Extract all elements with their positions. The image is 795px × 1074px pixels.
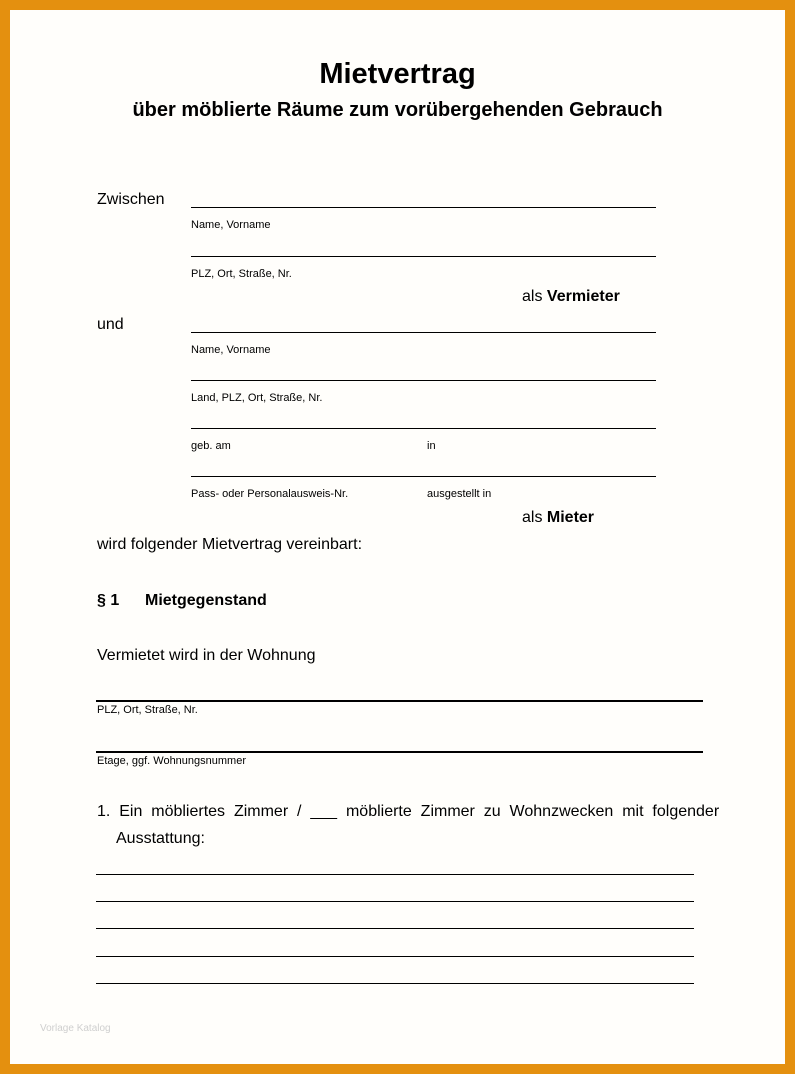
- document-subtitle: über möblierte Räume zum vorübergehenden Gebrauch: [132, 99, 663, 121]
- equipment-line[interactable]: [96, 983, 694, 984]
- landlord-address-caption: PLZ, Ort, Straße, Nr.: [191, 268, 292, 280]
- landlord-name-caption: Name, Vorname: [191, 219, 271, 231]
- landlord-role-label: [522, 288, 620, 306]
- agreement-text: wird folgender Mietvertrag vereinbart:: [97, 536, 363, 553]
- id-caption: Pass- oder Personalausweis-Nr.: [191, 488, 349, 500]
- section-intro: Vermietet wird in der Wohnung: [97, 647, 316, 664]
- section-number: § 1: [97, 592, 120, 609]
- watermark: Vorlage Katalog: [40, 1023, 111, 1034]
- item1-text: 1. Ein möbliertes Zimmer / ___ möblierte Zimmer zu Wohnzwecken mit folgender: [97, 803, 720, 820]
- as-label: als: [522, 288, 543, 305]
- document-page: [10, 10, 785, 1064]
- birth-caption: geb. am: [191, 440, 231, 452]
- tenant-role: Mieter: [546, 509, 595, 526]
- apartment-address-line[interactable]: [96, 700, 703, 702]
- item1-continuation: Ausstattung:: [116, 830, 205, 847]
- document-title: Mietvertrag: [319, 58, 476, 90]
- equipment-line[interactable]: [96, 901, 694, 902]
- tenant-name-line[interactable]: [191, 332, 656, 333]
- and-label: und: [97, 316, 124, 333]
- as-label: als: [522, 509, 543, 526]
- issued-caption: ausgestellt in: [427, 488, 492, 500]
- landlord-role: Vermieter: [546, 288, 620, 305]
- equipment-line[interactable]: [96, 956, 694, 957]
- floor-line[interactable]: [96, 751, 703, 753]
- birth-place-caption: in: [427, 440, 436, 452]
- apartment-address-caption: PLZ, Ort, Straße, Nr.: [97, 704, 198, 716]
- tenant-address-caption: Land, PLZ, Ort, Straße, Nr.: [191, 392, 323, 404]
- landlord-address-line[interactable]: [191, 256, 656, 257]
- tenant-role-label: [522, 509, 594, 527]
- tenant-address-line[interactable]: [191, 380, 656, 381]
- id-line[interactable]: [191, 476, 656, 477]
- equipment-line[interactable]: [96, 928, 694, 929]
- birth-line[interactable]: [191, 428, 656, 429]
- equipment-line[interactable]: [96, 874, 694, 875]
- tenant-name-caption: Name, Vorname: [191, 344, 271, 356]
- landlord-name-line[interactable]: [191, 207, 656, 208]
- section-heading: Mietgegenstand: [145, 592, 267, 609]
- floor-caption: Etage, ggf. Wohnungsnummer: [97, 755, 246, 767]
- between-label: Zwischen: [97, 191, 165, 208]
